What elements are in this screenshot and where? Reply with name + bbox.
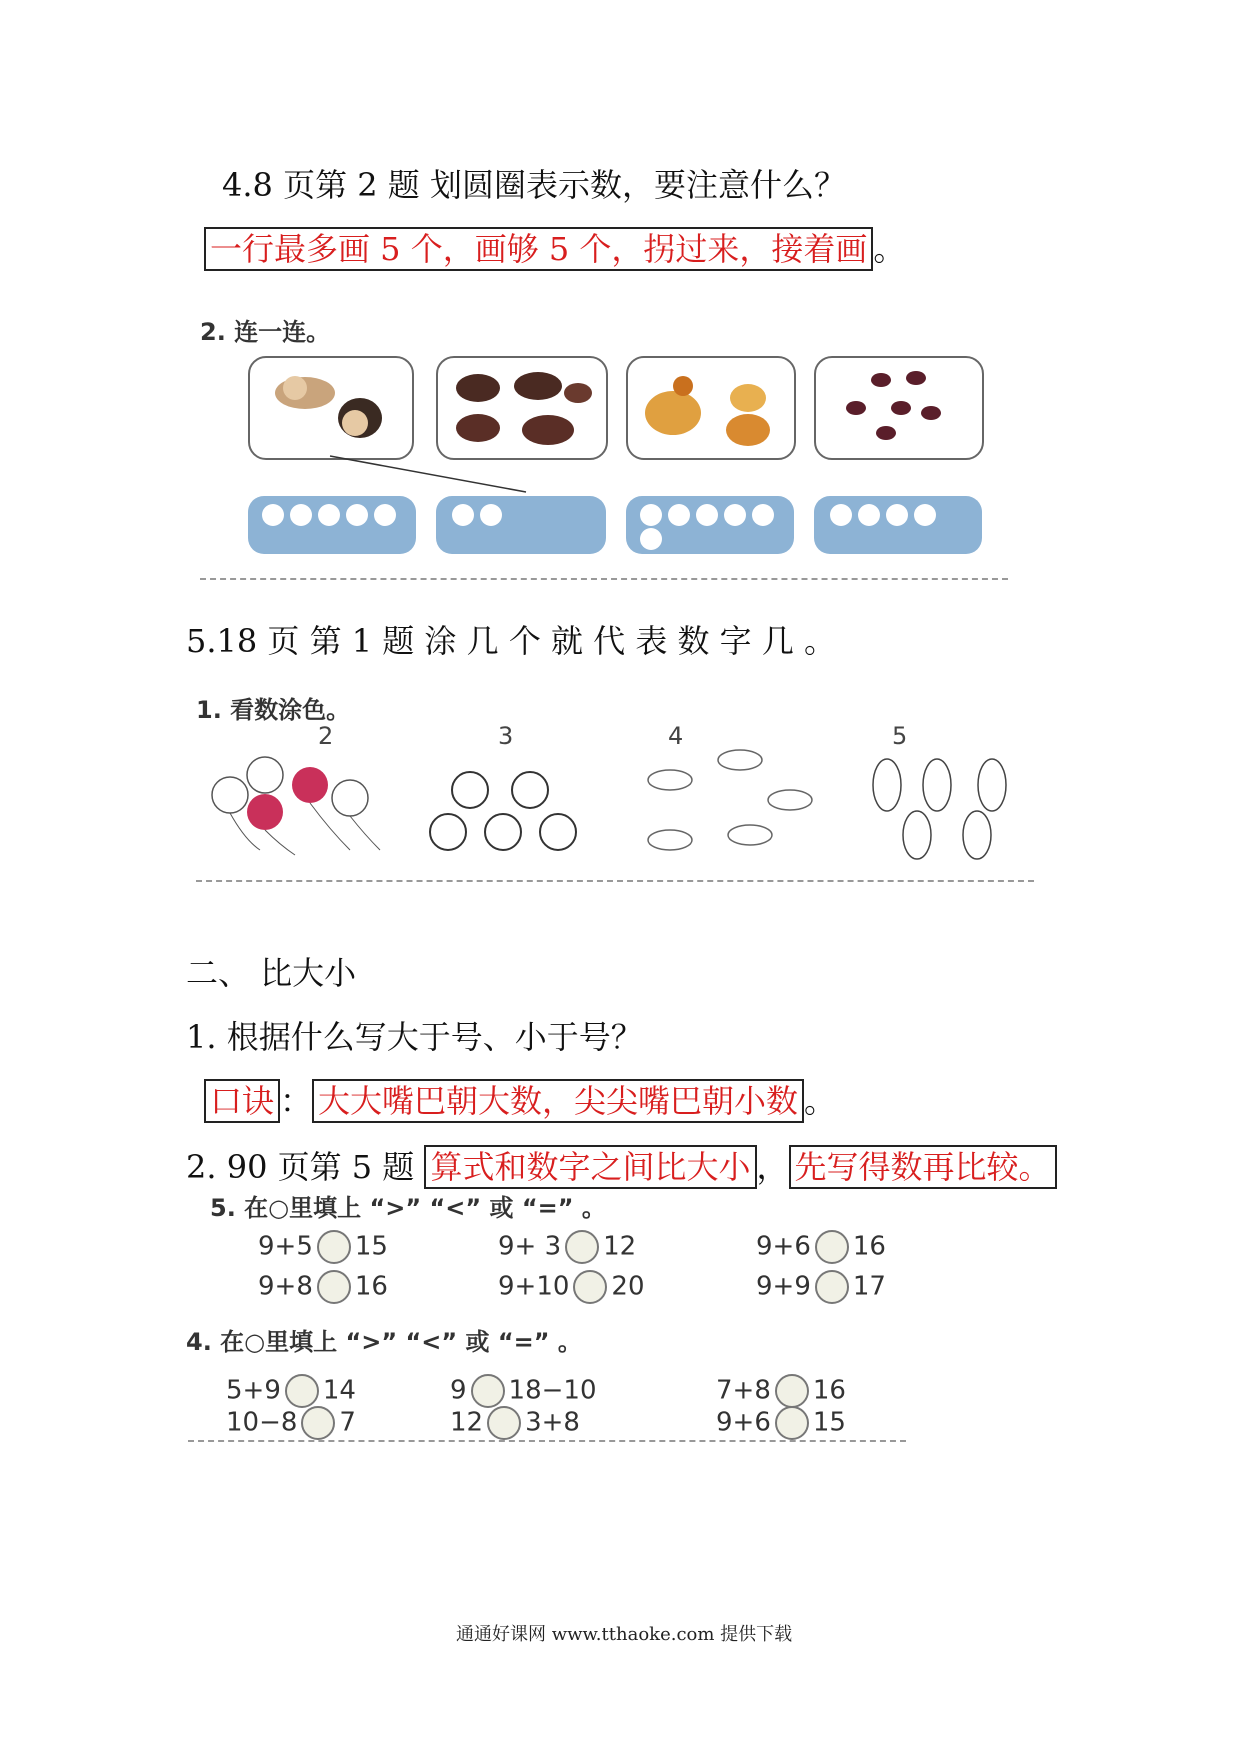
divider — [188, 1440, 906, 1442]
answer-box-1: 算式和数字之间比大小 — [424, 1145, 756, 1189]
dot — [752, 504, 774, 526]
section-2-answer-1: 口诀 ： 大大嘴巴朝大数，尖尖嘴巴朝小数 。 — [204, 1076, 836, 1123]
footer-text: 通通好课网 www.tthaoke.com 提供下载 — [456, 1624, 793, 1645]
left-expression: 5+9 — [226, 1375, 281, 1406]
number-label: 3 — [498, 722, 514, 750]
left-expression: 9+9 — [756, 1271, 811, 1302]
right-expression: 20 — [611, 1271, 645, 1302]
squirrel-icon — [438, 358, 606, 458]
answer-box: 一行最多画 5 个，画够 5 个，拐过来，接着画 — [204, 227, 873, 271]
left-expression: 9+5 — [258, 1231, 313, 1262]
right-expression: 15 — [812, 1407, 846, 1438]
comparison-item — [450, 1406, 580, 1440]
answer-circle[interactable] — [285, 1374, 319, 1408]
dot — [262, 504, 284, 526]
comparison-item — [226, 1374, 356, 1408]
exercise-2-label: 2. 连一连。 — [200, 318, 331, 346]
right-expression: 16 — [812, 1375, 846, 1406]
section-2-title: 二、 比大小 — [186, 954, 357, 992]
dot — [668, 504, 690, 526]
answer-circle[interactable] — [775, 1374, 809, 1408]
left-expression: 9+10 — [498, 1271, 570, 1302]
section-2-question-2: 2. 90 页第 5 题 算式和数字之间比大小 ， 先写得数再比较。 — [186, 1142, 1057, 1189]
answer-circle[interactable] — [301, 1406, 335, 1440]
dot — [886, 504, 908, 526]
number-label: 4 — [668, 722, 684, 750]
left-expression: 10−8 — [226, 1407, 298, 1438]
answer-period: 。 — [873, 230, 906, 268]
left-expression: 9+6 — [756, 1231, 811, 1262]
exercise-4-label: 4. 在○里填上 “>” “<” 或 “=” 。 — [186, 1328, 582, 1356]
exercise-5-label: 5. 在○里填上 “>” “<” 或 “=” 。 — [210, 1194, 606, 1222]
goldfish-icon — [640, 740, 840, 860]
dot — [858, 504, 880, 526]
comparison-item — [716, 1406, 846, 1440]
question-2-text: 2. 90 页第 5 题 — [186, 1148, 415, 1186]
left-expression: 9+8 — [258, 1271, 313, 1302]
comparison-item — [450, 1374, 597, 1408]
divider — [196, 880, 1034, 882]
question-4-text: 4.8 页第 2 题 划圆圈表示数，要注意什么？ — [222, 166, 846, 204]
right-expression: 12 — [603, 1231, 637, 1262]
question-4-answer — [204, 224, 905, 271]
answer-circle[interactable] — [573, 1270, 607, 1304]
picture-card-dogs — [248, 356, 414, 460]
dot — [830, 504, 852, 526]
right-expression: 14 — [322, 1375, 356, 1406]
comparison-item — [716, 1374, 846, 1408]
dot — [346, 504, 368, 526]
answer-circle[interactable] — [815, 1230, 849, 1264]
right-expression: 16 — [852, 1231, 886, 1262]
picture-card-tadpoles — [814, 356, 984, 460]
chicken-icon — [628, 358, 794, 458]
question-5-text: 5.18 页 第 1 题 涂 几 个 就 代 表 数 字 几 。 — [186, 622, 837, 660]
dot — [724, 504, 746, 526]
number-label: 5 — [892, 722, 908, 750]
answer-circle[interactable] — [317, 1230, 351, 1264]
dog-icon — [250, 358, 412, 458]
picture-card-chickens — [626, 356, 796, 460]
dot — [290, 504, 312, 526]
apple-icon — [418, 760, 598, 860]
right-expression: 7 — [339, 1407, 356, 1438]
right-expression: 3+8 — [525, 1407, 580, 1438]
left-expression: 7+8 — [716, 1375, 771, 1406]
number-label: 2 — [318, 722, 334, 750]
answer-circle[interactable] — [471, 1374, 505, 1408]
comparison-item — [226, 1406, 356, 1440]
answer-circle[interactable] — [815, 1270, 849, 1304]
section-2-question-1: 1. 根据什么写大于号、小于号？ — [186, 1018, 643, 1056]
right-expression: 17 — [852, 1271, 886, 1302]
comparison-item — [756, 1270, 886, 1304]
right-expression: 16 — [354, 1271, 388, 1302]
dot — [914, 504, 936, 526]
answer-circle[interactable] — [317, 1270, 351, 1304]
dot — [374, 504, 396, 526]
dot — [452, 504, 474, 526]
left-expression: 9+ 3 — [498, 1231, 562, 1262]
exercise-1-label: 1. 看数涂色。 — [196, 696, 351, 724]
eggplant-icon — [862, 745, 1042, 865]
dot — [480, 504, 502, 526]
mnemonic-label-box: 口诀 — [204, 1079, 280, 1123]
comparison-item — [258, 1270, 388, 1304]
dot — [696, 504, 718, 526]
comparison-item — [498, 1270, 645, 1304]
dot — [640, 528, 662, 550]
right-expression: 15 — [354, 1231, 388, 1262]
left-expression: 12 — [450, 1407, 484, 1438]
comparison-item — [258, 1230, 388, 1264]
comparison-item — [756, 1230, 886, 1264]
left-expression: 9+6 — [716, 1407, 771, 1438]
mnemonic-answer-box: 大大嘴巴朝大数，尖尖嘴巴朝小数 — [312, 1079, 804, 1123]
left-expression: 9 — [450, 1375, 467, 1406]
divider — [200, 578, 1008, 580]
tadpole-icon — [816, 358, 982, 458]
answer-box-2: 先写得数再比较。 — [789, 1145, 1057, 1189]
balloon-icon — [200, 750, 390, 860]
comparison-item — [498, 1230, 636, 1264]
answer-circle[interactable] — [487, 1406, 521, 1440]
dot — [318, 504, 340, 526]
answer-circle[interactable] — [775, 1406, 809, 1440]
picture-card-squirrels — [436, 356, 608, 460]
right-expression: 18−10 — [508, 1375, 597, 1406]
answer-circle[interactable] — [565, 1230, 599, 1264]
dot — [640, 504, 662, 526]
